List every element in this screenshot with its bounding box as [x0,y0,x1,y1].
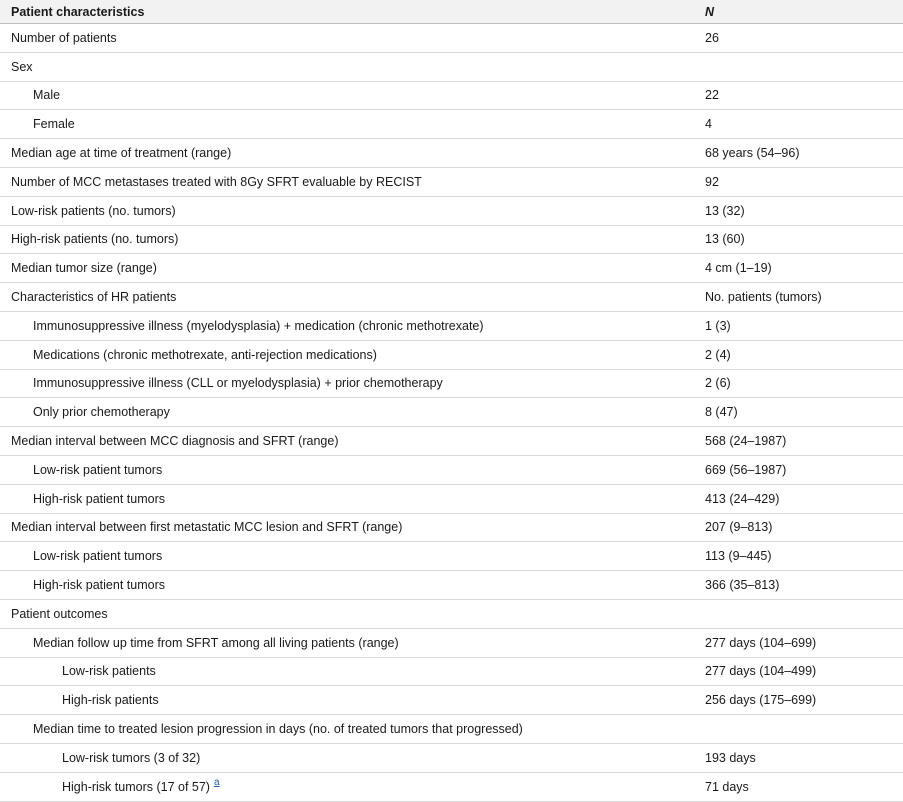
row-label-text: High-risk patients [62,693,159,708]
table-body [0,24,903,802]
row-label [62,686,159,714]
row-label [33,571,165,599]
row-label-text: Only prior chemotherapy [33,405,170,420]
row-label [11,283,176,311]
table-row [0,456,903,485]
table-row [0,600,903,629]
row-label [11,139,231,167]
row-label [33,456,162,484]
row-value: 669 (56–1987) [705,462,787,477]
row-label-text: Male [33,88,61,103]
row-label [62,744,200,772]
table-row [0,283,903,312]
row-value: 366 (35–813) [705,578,780,593]
table-row [0,686,903,715]
row-label [11,197,176,225]
table-row [0,370,903,399]
table-row [0,82,903,111]
table-row [0,715,903,744]
row-label-text: Number of patients [11,30,117,45]
row-label-text: Median tumor size (range) [11,261,157,276]
row-value: 193 days [705,750,756,765]
row-label-text: High-risk patients (no. tumors) [11,232,179,247]
row-value: 256 days (175–699) [705,693,817,708]
row-label [62,773,220,801]
row-label-text: Low-risk patient tumors [33,549,163,564]
row-label [11,427,338,455]
row-label [33,542,162,570]
row-label [11,254,157,282]
row-label [33,715,523,743]
row-value: 568 (24–1987) [705,434,787,449]
row-value: 113 (9–445) [705,549,772,564]
row-label [33,341,377,369]
row-label [33,370,443,398]
row-label [33,110,75,138]
row-value: 8 (47) [705,405,738,420]
row-value: 26 [705,30,719,45]
row-label-text: Sex [11,59,33,74]
row-value: 92 [705,174,719,189]
header-value: N [705,4,715,19]
row-value: 68 years (54–96) [705,146,800,161]
row-label-text: High-risk patient tumors [33,578,165,593]
row-label-text: Median time to treated lesion progression in days (no. of treated tumors that progressed) [33,722,523,737]
table-row [0,341,903,370]
row-label [33,312,484,340]
row-label [33,629,399,657]
row-label [33,485,165,513]
table-row [0,485,903,514]
table-row [0,110,903,139]
table-row [0,571,903,600]
row-label-text: High-risk patient tumors [33,491,165,506]
table-row [0,168,903,197]
row-label-text: Patient outcomes [11,606,108,621]
table-row [0,773,903,802]
row-label [62,658,156,686]
row-value: 277 days (104–499) [705,664,817,679]
table-row [0,744,903,773]
row-label-text: Characteristics of HR patients [11,290,177,305]
row-value: 13 (60) [705,232,745,247]
table-row [0,398,903,427]
row-value: 2 (6) [705,376,731,391]
row-value: 4 [705,117,712,132]
row-value: 4 cm (1–19) [705,261,772,276]
row-value: 277 days (104–699) [705,635,817,650]
row-value: 2 (4) [705,347,731,362]
row-label [11,514,402,542]
row-value: 413 (24–429) [705,491,780,506]
table-row [0,197,903,226]
footnote-link[interactable]: a [213,777,220,789]
row-value: 22 [705,88,719,103]
row-label [11,168,422,196]
row-label-text: Immunosuppressive illness (myelodysplasia) + medication (chronic methotrexate) [33,318,484,333]
header-label: Patient characteristics [11,4,145,19]
row-label-text: Low-risk patient tumors [33,462,163,477]
row-label-text: Median age at time of treatment (range) [11,146,232,161]
table-row [0,658,903,687]
row-label-text: Female [33,117,75,132]
table-row [0,542,903,571]
table-row [0,427,903,456]
table-row [0,629,903,658]
row-label-text: Medications (chronic methotrexate, anti-rejection medications) [33,347,377,362]
row-label [33,82,60,110]
table-row [0,254,903,283]
row-value: 71 days [705,779,749,794]
table-row [0,514,903,543]
row-label-text: High-risk tumors (17 of 57) [62,779,210,794]
row-label-text: Low-risk patients [62,664,156,679]
row-label-text: Immunosuppressive illness (CLL or myelodysplasia) + prior chemotherapy [33,376,443,391]
table-header-row [0,0,903,24]
table-row [0,24,903,53]
row-value: No. patients (tumors) [705,290,822,305]
row-label-text: Median interval between first metastatic MCC lesion and SFRT (range) [11,520,403,535]
row-label [33,398,170,426]
row-label-text: Number of MCC metastases treated with 8Gy SFRT evaluable by RECIST [11,174,422,189]
row-label-text: Median interval between MCC diagnosis and SFRT (range) [11,434,339,449]
row-label [11,226,178,254]
row-value: 207 (9–813) [705,520,773,535]
table-row [0,312,903,341]
row-value: 1 (3) [705,318,731,333]
table-row [0,226,903,255]
table-row [0,53,903,82]
row-label [11,24,117,52]
row-label-text: Low-risk patients (no. tumors) [11,203,176,218]
row-label-text: Low-risk tumors (3 of 32) [62,750,201,765]
row-value: 13 (32) [705,203,745,218]
row-label [11,53,33,81]
row-label [11,600,108,628]
row-label-text: Median follow up time from SFRT among all living patients (range) [33,635,399,650]
table-row [0,139,903,168]
